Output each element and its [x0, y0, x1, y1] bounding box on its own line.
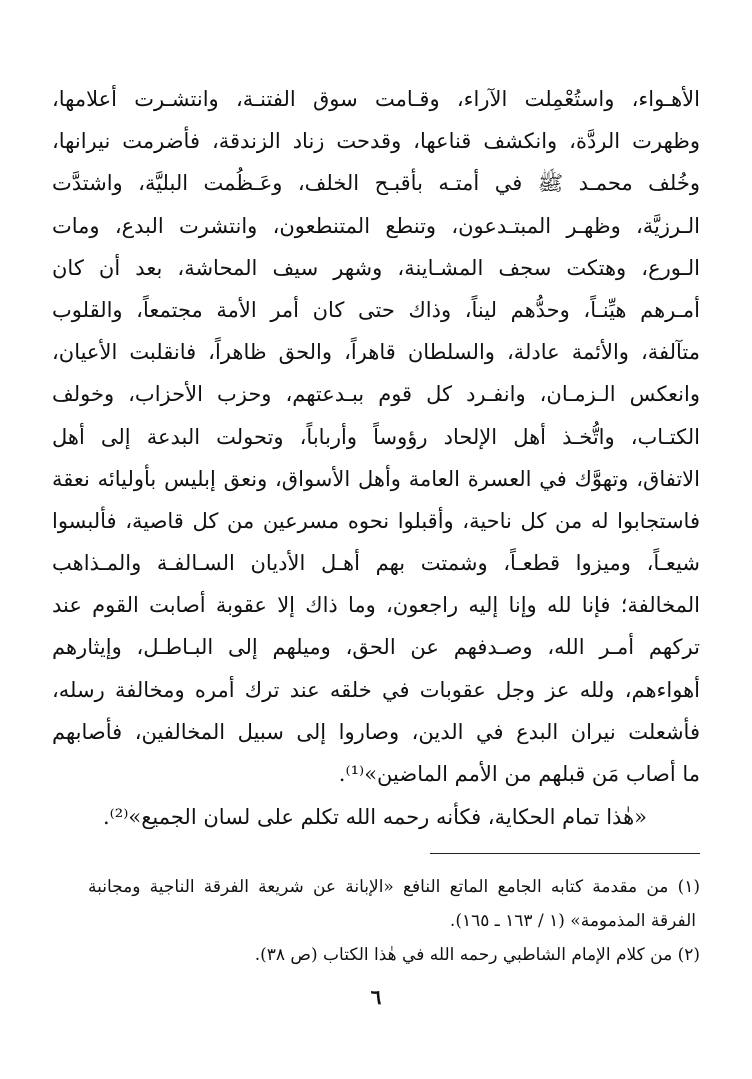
body-line: فأشعلت نيران البدع في الدين، وصاروا إلى سبيل المخالفين، فأصابهم — [52, 719, 700, 744]
body-line: أهواءهم، ولله عز وجل عقوبات في خلقه عند ترك أمره ومخالفة رسله، — [52, 677, 700, 702]
closing-quote: «هٰذا تمام الحكاية، فكأنه رحمه الله تكلم على لسان الجميع»⁽²⁾. — [102, 805, 647, 829]
body-line: تركهم أمـر الله، وصـدفهم عن الحق، وميلهم إلى البـاطـل، وإيثارهم — [52, 635, 700, 660]
body-line-last: ما أصاب مَن قبلهم من الأمم الماضين»⁽¹⁾. — [338, 762, 700, 786]
body-line: فاستجابوا له من كل ناحية، وأقبلوا نحوه مسرعين من كل قاصية، فألبسوا — [52, 508, 700, 533]
body-line: وظهرت الردَّة، وانكشف قناعها، وقدحت زناد الزندقة، فأضرمت نيرانها، — [52, 129, 700, 154]
footnotes — [88, 870, 700, 972]
footnote-2: (٢) من كلام الإمام الشاطبي رحمه الله في هٰذا الكتاب (ص ٣٨). — [254, 945, 700, 965]
body-text — [52, 78, 700, 795]
body-line: الـورع، وهتكت سجف المشـاينة، وشهر سيف المحاشة، بعد أن كان — [52, 255, 700, 280]
footnote-1-line-1: (١) من مقدمة كتابه الجامع الماتع النافع «الإبانة عن شريعة الفرقة الناجية ومجانبة — [88, 877, 700, 897]
page-number: ٦ — [370, 985, 382, 1009]
body-line: الاتفاق، وتهوَّك في العسرة العامة وأهل الأسواق، ونعق إبليس بأوليائه نعقة — [52, 466, 700, 491]
body-line: الأهـواء، واستُعْمِلت الآراء، وقـامت سوق الفتنـة، وانتشـرت أعلامها، — [52, 87, 700, 111]
body-line: الـرزيَّة، وظهـر المبتـدعون، وتنطع المتنطعون، وانتشرت البدع، ومات — [52, 213, 700, 238]
body-line: الكتـاب، واتُّخـذ أهل الإلحاد رؤوساً وأرباباً، وتحولت البدعة إلى أهل — [52, 424, 700, 449]
footnote-separator — [430, 853, 700, 854]
body-line: متآلفة، والأئمة عادلة، والسلطان قاهراً، والحق ظاهراً، فانقلبت الأعيان، — [52, 340, 700, 365]
footnote-1-line-2: الفرقة المذمومة» (١ / ١٦٣ ـ ١٦٥). — [449, 911, 696, 931]
body-line: وانعكس الـزمـان، وانفـرد كل قوم ببـدعتهم، وحزب الأحزاب، وخولف — [52, 382, 700, 407]
body-line: وخُلف محمـد ﷺ في أمتـه بأقبـح الخلف، وعَـظُمت البليَّة، واشتدَّت — [52, 171, 700, 196]
body-line: المخالفة؛ فإنا لله وإنا إليه راجعون، وما ذاك إلا عقوبة أصابت القوم عند — [52, 593, 700, 618]
body-line: شيعـاً، وميزوا قطعـاً، وشمتت بهم أهـل الأديان السـالفـة والمـذاهب — [52, 551, 700, 576]
body-line: أمـرهم هيِّنـاً، وحدُّهم ليناً، وذاك حتى كان أمر الأمة مجتمعاً، والقلوب — [52, 297, 700, 322]
